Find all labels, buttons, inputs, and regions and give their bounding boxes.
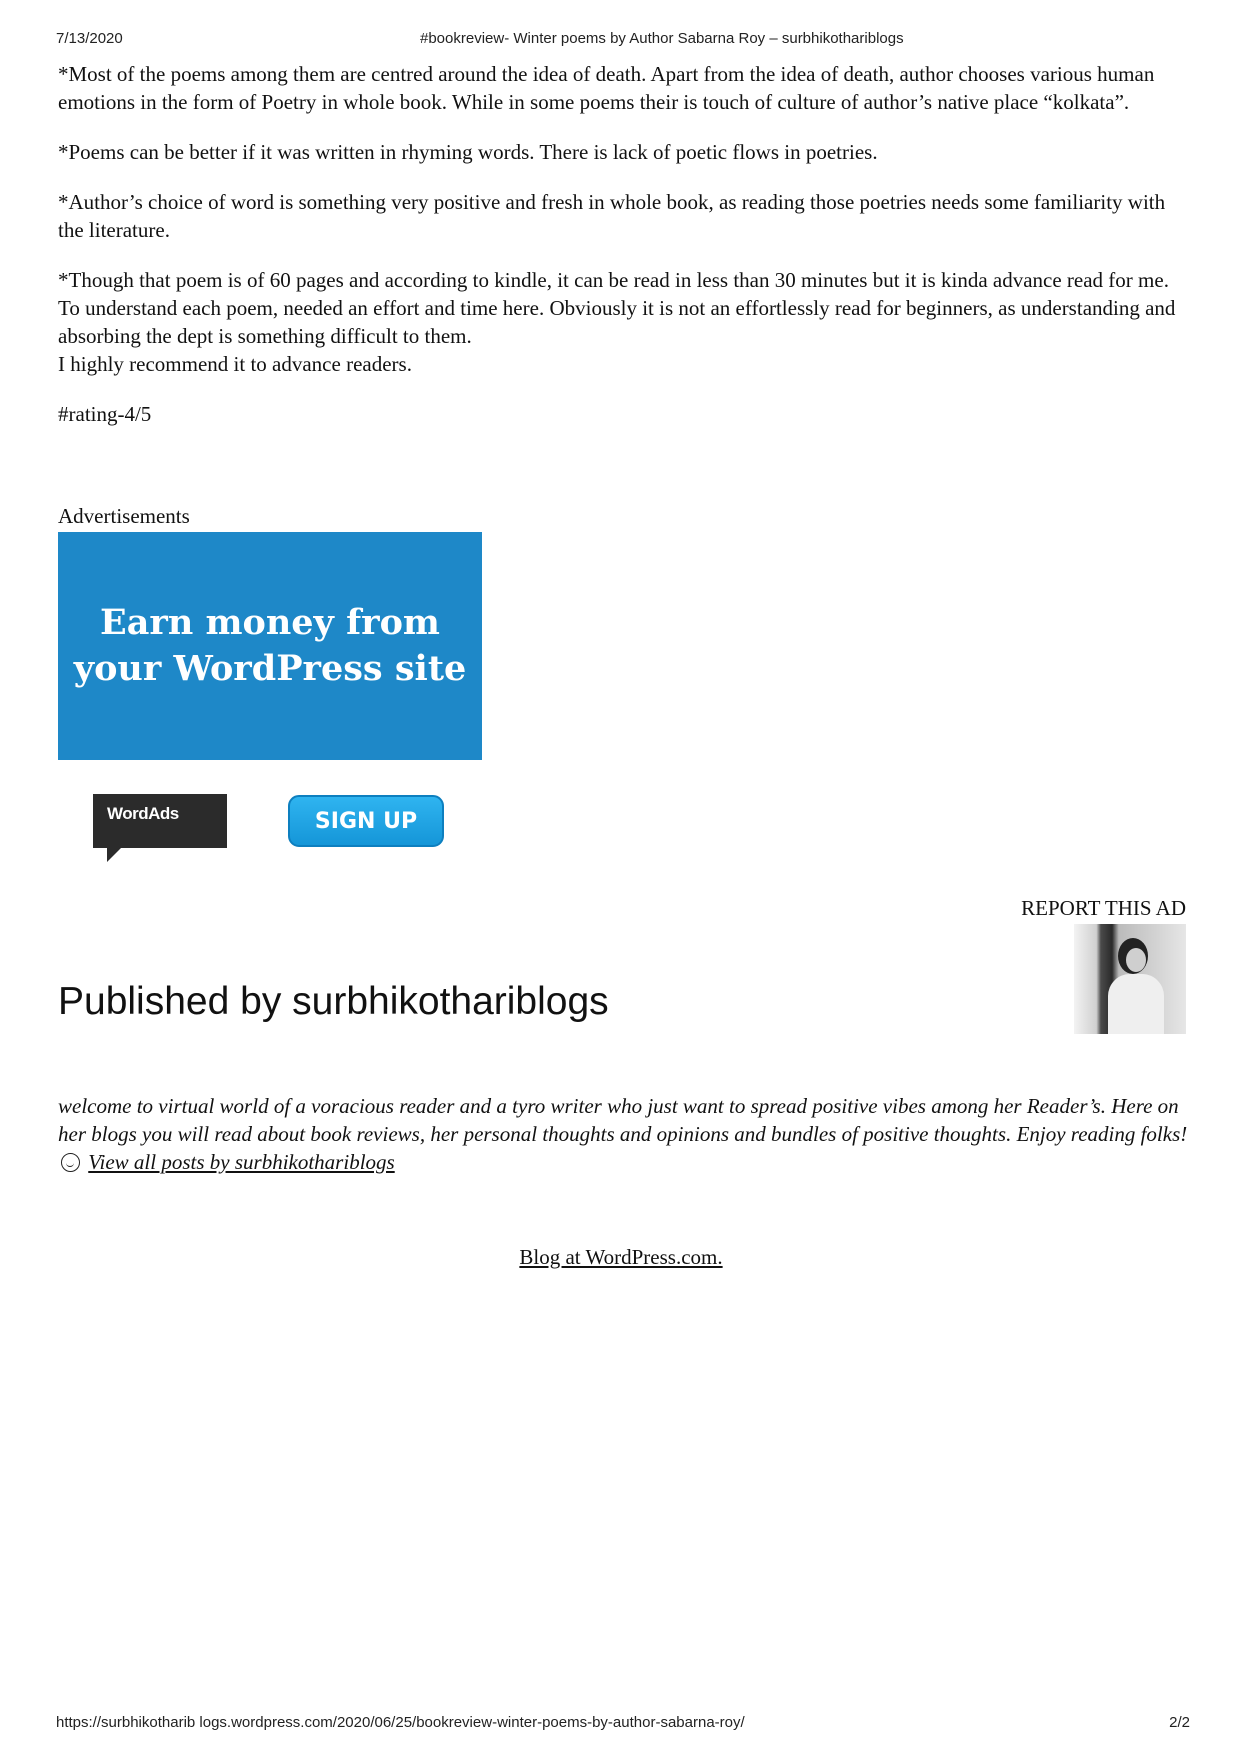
ad-banner[interactable] — [58, 532, 482, 760]
post-rating: #rating-4/5 — [58, 402, 152, 426]
author-heading: Published by surbhikothariblogs — [58, 980, 609, 1023]
print-url: https://surbhikotharib logs.wordpress.com/2020/06/25/bookreview-winter-poems-by-author-sabarna-roy/ — [56, 1714, 745, 1731]
wordads-logo[interactable] — [93, 794, 227, 848]
ad-banner-line: Earn money from — [100, 602, 440, 643]
author-bio-text: welcome to virtual world of a voracious reader and a tyro writer who just want to spread positive vibes among her Reader’s. Here on her blogs you will read about book reviews, her personal thoughts and opinions and bundles of positive thoughts. Enjoy reading folks! — [58, 1094, 1188, 1146]
ad-banner-line: your WordPress site — [73, 648, 467, 689]
site-footer — [0, 1245, 1242, 1270]
wordpress-credit-link[interactable]: Blog at WordPress.com. — [519, 1245, 723, 1269]
post-paragraph: *Though that poem is of 60 pages and according to kindle, it can be read in less than 30 minutes but it is kinda advance read for me. To understand each poem, needed an effort and time here. Obviously it is not an effortlessly read for beginners, as understanding and absorbing the dept is something difficult to them. — [58, 268, 1176, 348]
signup-button[interactable]: SIGN UP — [288, 795, 444, 847]
post-paragraph: I highly recommend it to advance readers. — [58, 352, 412, 376]
post-paragraph: *Most of the poems among them are centred around the idea of death. Apart from the idea of death, author chooses various human emotions in the form of Poetry in whole book. While in some poems their is touch of culture of author’s native place “kolkata”. — [58, 62, 1155, 114]
print-page-number: 2/2 — [1169, 1714, 1190, 1731]
wordads-label: WordAds — [107, 804, 179, 823]
view-all-posts-link[interactable]: View all posts by surbhikothariblogs — [88, 1150, 395, 1174]
print-date: 7/13/2020 — [56, 30, 123, 47]
report-ad-link[interactable]: REPORT THIS AD — [1021, 896, 1186, 920]
print-page-title: #bookreview- Winter poems by Author Sabarna Roy – surbhikothariblogs — [420, 30, 904, 47]
post-paragraph: *Author’s choice of word is something very positive and fresh in whole book, as reading those poetries needs some familiarity with the literature. — [58, 190, 1166, 242]
speech-tail-icon — [107, 848, 121, 862]
post-paragraph: *Poems can be better if it was written in rhyming words. There is lack of poetic flows in poetries. — [58, 140, 878, 164]
smile-icon — [61, 1153, 80, 1172]
author-avatar[interactable] — [1074, 924, 1186, 1034]
post-content — [58, 60, 1188, 450]
author-bio — [58, 1092, 1188, 1176]
ads-label: Advertisements — [58, 504, 190, 528]
